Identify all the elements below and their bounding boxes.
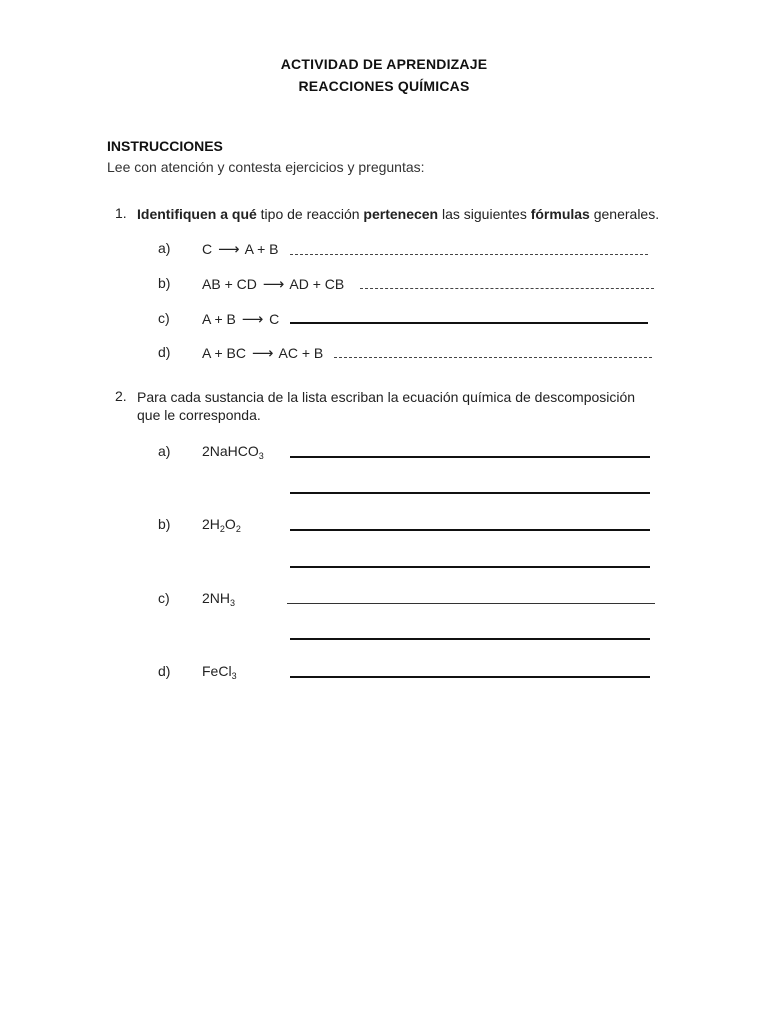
- q2-item-c-answer-line-1[interactable]: [287, 603, 655, 604]
- q2-item-b-formula: [202, 516, 241, 532]
- q1-item-d-answer-line[interactable]: [334, 357, 652, 358]
- q2-item-c-formula-part: 2NH: [202, 590, 231, 606]
- q1-item-a-products: A + B: [244, 241, 279, 257]
- question-1-text: [137, 205, 659, 224]
- page-subtitle: REACCIONES QUÍMICAS: [298, 78, 470, 94]
- q2-item-d-formula-part: FeCl: [202, 663, 232, 679]
- question-2-text-line-2: que le corresponda.: [137, 407, 261, 423]
- q2-item-b-formula-part: 2H: [202, 516, 220, 532]
- q2-item-a-formula-part: 2NaHCO: [202, 443, 259, 459]
- q1-item-b-formula: [202, 275, 344, 293]
- q2-item-a-subscript: 3: [258, 451, 264, 461]
- q2-item-c-subscript: 3: [230, 598, 236, 608]
- q2-item-b-answer-line-1[interactable]: [290, 529, 650, 531]
- q1-item-b-answer-line[interactable]: [360, 288, 654, 289]
- q2-item-b-label: b): [158, 516, 171, 532]
- q1-item-c-label: c): [158, 310, 170, 326]
- q2-item-c-formula: [202, 590, 235, 606]
- q1-text-normal-3: generales.: [589, 206, 660, 222]
- q1-item-b-label: b): [158, 275, 171, 291]
- q2-item-c-label: c): [158, 590, 170, 606]
- q2-item-d-label: d): [158, 663, 171, 679]
- instructions-heading: INSTRUCCIONES: [107, 138, 223, 154]
- q2-item-b-answer-line-2[interactable]: [290, 566, 650, 568]
- arrow-right-icon: ⟶: [218, 240, 240, 258]
- arrow-right-icon: ⟶: [262, 275, 285, 293]
- q2-item-b-subscript: 2: [235, 524, 241, 534]
- q2-item-a-answer-line-1[interactable]: [290, 456, 650, 458]
- q1-item-b-products: AD + CB: [289, 276, 345, 292]
- q1-item-d-products: AC + B: [278, 345, 324, 361]
- q2-item-d-subscript: 3: [231, 671, 237, 681]
- instructions-text: Lee con atención y contesta ejercicios y preguntas:: [107, 159, 425, 175]
- q1-text-normal-2: las siguientes: [438, 206, 531, 222]
- q1-text-bold-3: fórmulas: [530, 206, 590, 222]
- q1-text-bold-1: Identifiquen a qué: [137, 206, 257, 222]
- q2-item-b-formula-part: O: [224, 516, 236, 532]
- question-1-number: 1.: [115, 205, 127, 221]
- q2-item-a-label: a): [158, 443, 171, 459]
- q2-item-a-formula: [202, 443, 264, 459]
- q1-item-c-products: C: [269, 311, 280, 327]
- q2-item-b-subscript: 2: [219, 524, 225, 534]
- page-title: ACTIVIDAD DE APRENDIZAJE: [280, 56, 488, 72]
- q1-item-c-reactants: A + B: [202, 311, 236, 327]
- question-2-number: 2.: [115, 388, 127, 404]
- q1-item-c-formula: [202, 310, 279, 328]
- arrow-right-icon: ⟶: [241, 310, 264, 328]
- q1-text-normal-1: tipo de reacción: [256, 206, 364, 222]
- q1-item-d-formula: [202, 344, 323, 362]
- q2-item-d-answer-line[interactable]: [290, 676, 650, 678]
- q1-text-bold-2: pertenecen: [363, 206, 439, 222]
- q1-item-a-reactants: C: [202, 241, 213, 257]
- question-2-text-line-1: Para cada sustancia de la lista escriban la ecuación química de descomposición: [137, 389, 636, 405]
- q1-item-c-answer-line[interactable]: [290, 322, 648, 324]
- q2-item-c-answer-line-2[interactable]: [290, 638, 650, 640]
- arrow-right-icon: ⟶: [251, 344, 274, 362]
- q1-item-d-reactants: A + BC: [202, 345, 246, 361]
- q2-item-d-formula: [202, 663, 237, 679]
- q2-item-a-answer-line-2[interactable]: [290, 492, 650, 494]
- q1-item-a-formula: [202, 240, 279, 258]
- q1-item-a-answer-line[interactable]: [290, 254, 648, 255]
- q1-item-d-label: d): [158, 344, 171, 360]
- q1-item-b-reactants: AB + CD: [202, 276, 257, 292]
- q1-item-a-label: a): [158, 240, 171, 256]
